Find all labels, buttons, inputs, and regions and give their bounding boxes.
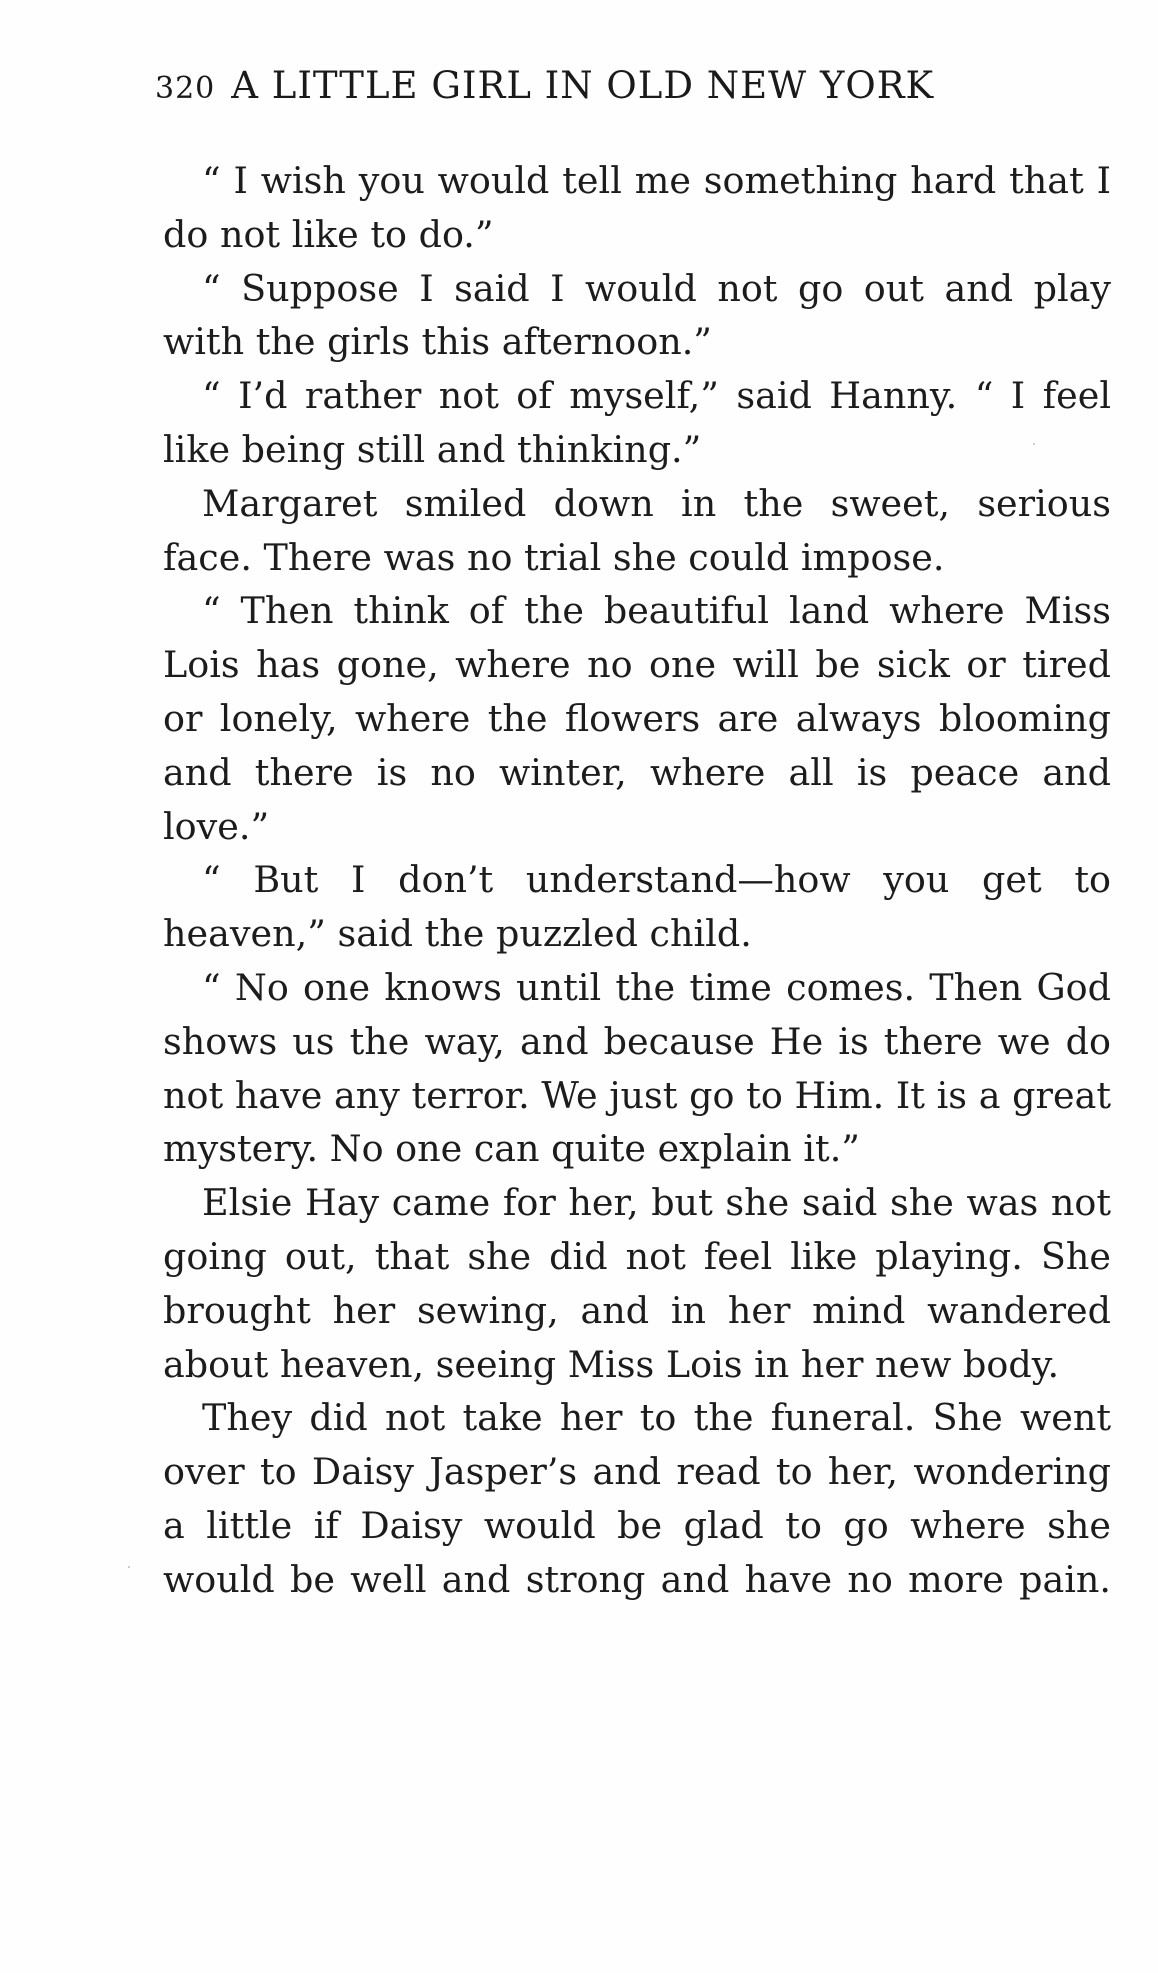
paper-speck <box>128 1566 130 1568</box>
page-number: 320 <box>155 71 216 106</box>
body-text <box>163 154 1111 1607</box>
paragraph: Margaret smiled down in the sweet, serious face. There was no trial she could impose. <box>163 481 1111 579</box>
paragraph: “ Suppose I said I would not go out and play with the girls this afternoon.” <box>163 266 1111 364</box>
running-header <box>155 64 1055 107</box>
paper-speck <box>1033 443 1035 445</box>
paragraph: “ I wish you would tell me something hard that I do not like to do.” <box>163 159 1111 256</box>
paragraph: They did not take her to the funeral. She went over to Daisy Jasper’s and read to her, wondering a little if Daisy would be glad to go where she would be well and strong and have no more pain. <box>163 1396 1111 1601</box>
paragraph: “ I’d rather not of myself,” said Hanny. “ I feel like being still and thinking.” <box>163 374 1111 471</box>
paragraph: “ Then think of the beautiful land where Miss Lois has gone, where no one will be sick or tired or lonely, where the flowers are always blooming and there is no winter, where all is peace and love.” <box>163 589 1111 848</box>
paragraph: Elsie Hay came for her, but she said she was not going out, that she did not feel like playing. She brought her sewing, and in her mind wandered about heaven, seeing Miss Lois in her new body. <box>163 1181 1111 1386</box>
running-title: A LITTLE GIRL IN OLD NEW YORK <box>231 64 935 107</box>
paragraph: “ No one knows until the time comes. Then God shows us the way, and because He is there we do not have any terror. We just go to Him. It is a great mystery. No one can quite explain it.” <box>163 965 1111 1171</box>
paragraph: “ But I don’t understand—how you get to heaven,” said the puzzled child. <box>163 858 1111 956</box>
